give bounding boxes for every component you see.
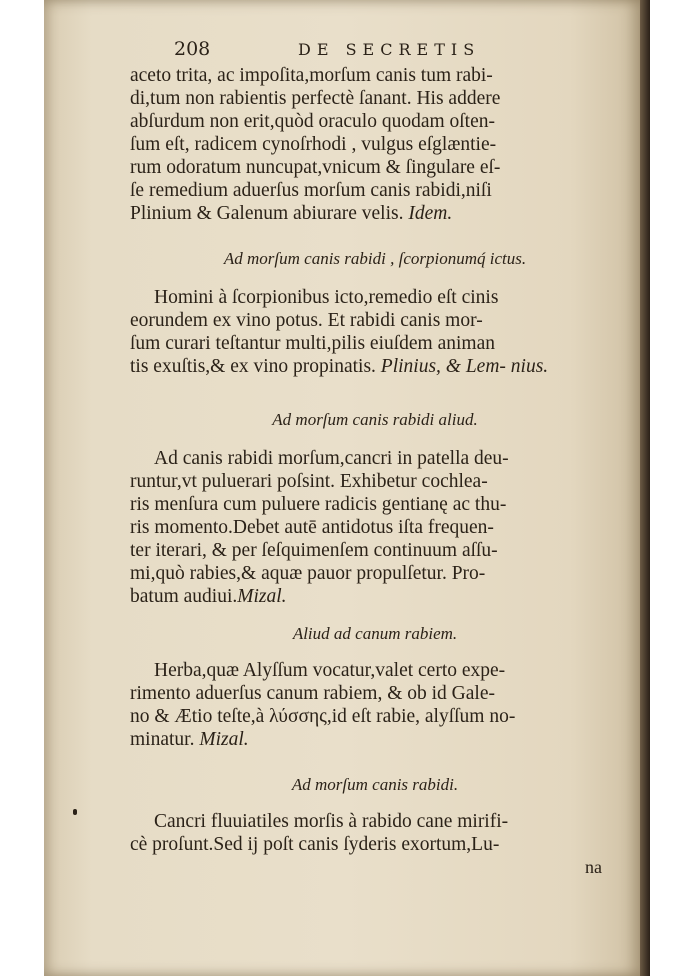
- text-line: Herba,quæ Alyſſum vocatur,valet certo expe-: [154, 660, 506, 681]
- text-line: ris menſura cum puluere radicis gentianę ac thu-: [130, 494, 507, 515]
- paragraph: [130, 286, 620, 378]
- line-text: Plinium & Galenum abiurare velis.: [130, 203, 404, 224]
- text-line: Homini à ſcorpionibus icto,remedio eſt cinis: [154, 287, 499, 308]
- section-heading: Ad morſum canis rabidi , ſcorpionumq́ ictus.: [223, 249, 527, 268]
- text-line: [130, 355, 620, 378]
- source-credit: Mizal.: [199, 729, 249, 750]
- catchword: na: [585, 857, 602, 877]
- text-line: cè proſunt.Sed ij poſt canis ſyderis exortum,Lu-: [130, 834, 500, 855]
- paragraph: [130, 64, 620, 225]
- text-line: ſum eſt, radicem cynoſrhodi , vulgus eſglæntie-: [130, 134, 497, 155]
- paragraph: [130, 447, 620, 608]
- line-text: minatur.: [130, 729, 195, 750]
- line-text: tis exuſtis,& ex vino propinatis.: [130, 356, 376, 377]
- section-heading: Ad morſum canis rabidi aliud.: [272, 410, 478, 429]
- running-head: [130, 30, 620, 60]
- section-heading: Aliud ad canum rabiem.: [292, 624, 458, 643]
- text-line: di,tum non rabientis perfectè ſanant. His addere: [130, 88, 501, 109]
- text-line: rum odoratum nuncupat,vnicum & ſingulare eſ-: [130, 157, 501, 178]
- text-line: ris momento.Debet autē antidotus iſta frequen-: [130, 517, 494, 538]
- page-number: 208: [174, 38, 211, 60]
- text-line: [130, 202, 620, 225]
- ink-mark: [73, 809, 77, 815]
- page-gutter: [640, 0, 650, 976]
- text-line: mi,quò rabies,& aquæ pauor propulſetur. Pro-: [130, 563, 486, 584]
- text-line: [130, 728, 620, 751]
- text-line: abſurdum non erit,quòd oraculo quodam oſten-: [130, 111, 495, 132]
- source-credit: Plinius, & Lem- nius.: [380, 356, 549, 377]
- text-line: Cancri fluuiatiles morſis à rabido cane mirifi-: [154, 811, 509, 832]
- text-line: ter iterari, & per ſeſquimenſem continuum aſſu-: [130, 540, 498, 561]
- running-title: DE SECRETIS: [298, 40, 481, 59]
- source-credit: Idem.: [408, 203, 453, 224]
- line-text: batum audiui.: [130, 586, 238, 607]
- text-line: Ad canis rabidi morſum,cancri in patella deu-: [154, 448, 509, 469]
- text-line: rimento aduerſus canum rabiem, & ob id Gale-: [130, 683, 495, 704]
- page-text: [130, 30, 620, 879]
- text-line: ſe remedium aduerſus morſum canis rabidi,niſi: [130, 180, 492, 201]
- text-line: no & Ætio teſte,à λύσσης,id eſt rabie, alyſſum no-: [130, 706, 516, 727]
- source-credit: Mizal.: [237, 586, 287, 607]
- text-line: [130, 585, 620, 608]
- text-line: runtur,vt puluerari poſsint. Exhibetur cochlea-: [130, 471, 488, 492]
- paragraph: [130, 659, 620, 751]
- section-heading: Ad morſum canis rabidi.: [291, 775, 459, 794]
- text-line: aceto trita, ac impoſita,morſum canis tum rabi-: [130, 65, 493, 86]
- text-line: ſum curari teſtantur multi,pilis eiuſdem animan: [130, 333, 495, 354]
- paragraph: [130, 810, 620, 856]
- text-line: eorundem ex vino potus. Et rabidi canis mor-: [130, 310, 483, 331]
